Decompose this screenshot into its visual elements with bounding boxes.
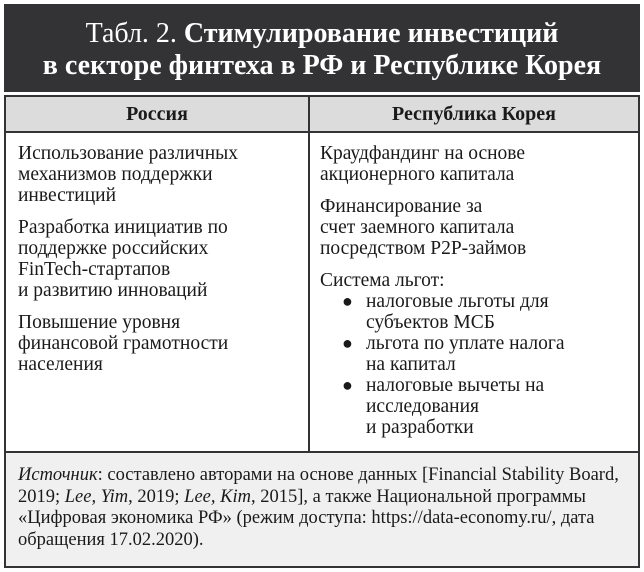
text-line: Разработка инициатив по — [18, 217, 228, 238]
text-line: и разработки — [366, 417, 474, 438]
korea-item — [320, 143, 636, 185]
text-line: механизмов поддержки — [18, 164, 213, 185]
text-line: акционерного капитала — [320, 164, 515, 185]
benefits-title: Система льгот: — [320, 270, 445, 291]
text-line: льгота по уплате налога — [366, 333, 565, 354]
benefit-item — [320, 375, 636, 438]
benefit-item — [320, 333, 636, 375]
text-line: Использование различных — [18, 143, 239, 164]
source-text: : составлено авторами на основе данных [Financial Stability Board, 2019; — [18, 465, 619, 507]
text-line: посредством P2P-займов — [320, 238, 527, 259]
text-line: Финансирование за — [320, 196, 483, 217]
text-line: субъектов МСБ — [366, 312, 495, 333]
table-title-part-2: в секторе финтеха в РФ и Республике Корея — [42, 50, 602, 81]
bullet-icon: ● — [342, 375, 353, 395]
russia-item — [18, 217, 302, 301]
text-line: на капитал — [366, 354, 456, 375]
bullet-icon: ● — [342, 333, 353, 353]
header-line-1 — [4, 18, 640, 50]
korea-item — [320, 196, 636, 259]
text-line: финансовой грамотности — [18, 333, 229, 354]
russia-item — [18, 143, 302, 206]
benefit-item — [320, 291, 636, 333]
text-line: налоговые вычеты на — [366, 375, 545, 396]
table-caption-number: Табл. 2. — [85, 18, 177, 49]
source-text: , 2019; — [128, 486, 185, 507]
text-line: инвестиций — [18, 185, 117, 206]
source-author: Lee, Yim — [64, 486, 129, 507]
text-line: Краудфандинг на основе — [320, 143, 526, 164]
source-text: , 2015], а также Национальной программы «Цифровая экономика РФ» (режим доступа: https://data-economy.ru/, дата обращения 17.02.2020). — [18, 486, 595, 550]
text-line: счет заемного капитала — [320, 217, 515, 238]
korea-column — [320, 143, 636, 438]
table-title-part-1: Стимулирование инвестиций — [183, 18, 559, 49]
source-author: Lee, Kim — [184, 486, 251, 507]
column-header-korea: Республика Корея — [391, 103, 556, 125]
source-note — [4, 453, 640, 568]
table-header-row — [6, 97, 638, 133]
source-label: Источник — [18, 465, 98, 485]
benefits-list — [320, 291, 636, 438]
column-divider — [308, 97, 310, 451]
text-line: исследования — [366, 396, 479, 417]
column-header-russia: Россия — [126, 103, 188, 125]
bullet-icon: ● — [342, 291, 353, 311]
text-line: Повышение уровня — [18, 312, 181, 333]
table-header — [4, 4, 640, 92]
text-line: и развитию инноваций — [18, 280, 208, 301]
text-line: FinTech-стартапов — [18, 259, 171, 280]
text-line: населения — [18, 354, 103, 375]
russia-column — [18, 143, 302, 386]
text-line: поддержке российских — [18, 238, 209, 259]
comparison-table — [4, 95, 640, 453]
text-line: налоговые льготы для — [366, 291, 549, 312]
russia-item — [18, 312, 302, 375]
